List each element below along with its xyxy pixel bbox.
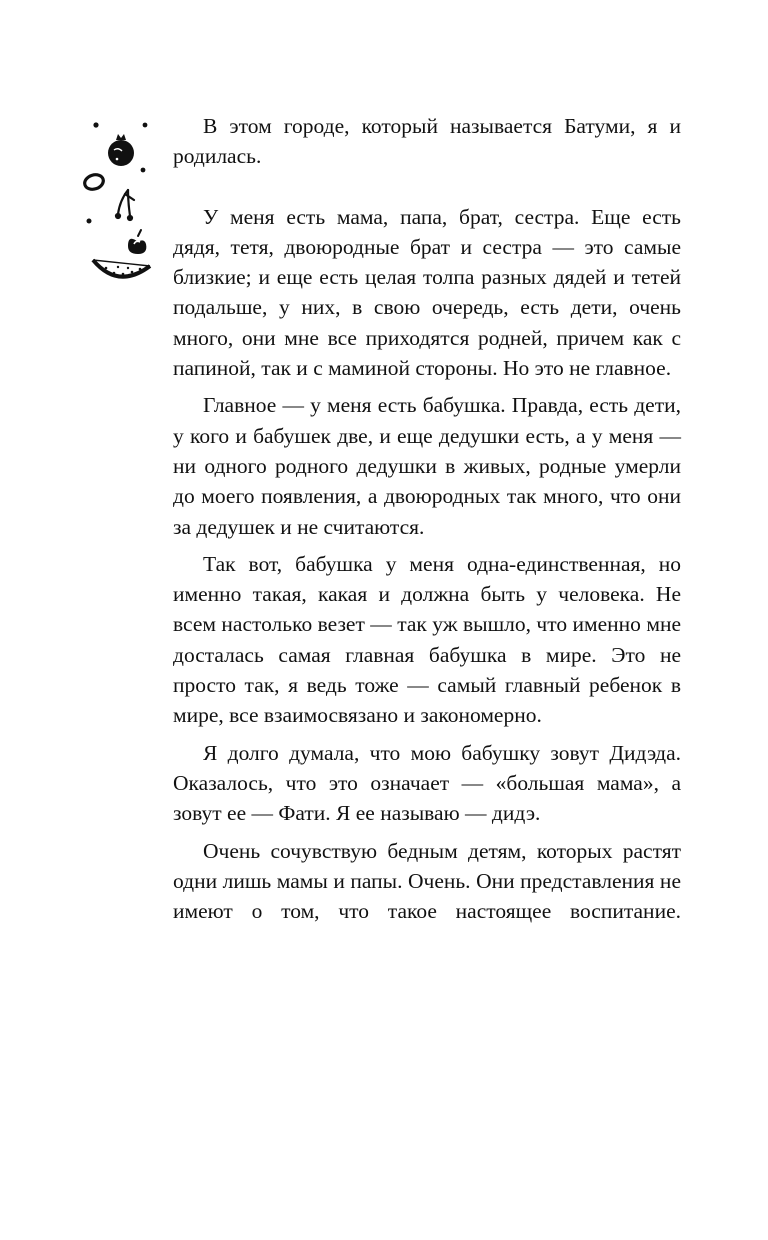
fruit-ornament — [78, 110, 158, 300]
paragraph: Главное — у меня есть бабушка. Правда, есть дети, у кого и бабушек две, и еще дедушки есть, а у меня — ни одного родного дедушки в живых, родные умерли до моего появления, а двоюродных так много, что они за дедушек и не считаются. — [173, 393, 681, 539]
paragraph: Так вот, бабушка у меня одна-единственная, но именно такая, какая и должна быть у человека. Не всем настолько везет — так уж вышло, что именно мне досталась самая главная бабушка в мире. Это не просто так, я ведь тоже — самый главный ребенок в мире, все взаимосвязано и закономерно. — [173, 551, 681, 728]
watermelon-slice-icon — [93, 260, 150, 277]
pear-icon — [128, 230, 146, 254]
body-text — [173, 111, 681, 926]
pomegranate-icon — [108, 134, 134, 166]
paragraph: В этом городе, который называется Батуми, я и родилась. — [173, 114, 681, 169]
paragraph: Я долго думала, что мою бабушку зовут Дидэда. Оказалось, что это означает — «большая мама», а зовут ее — Фати. Я ее называю — дидэ. — [173, 740, 681, 826]
plum-icon — [83, 172, 105, 191]
cherries-icon — [116, 190, 134, 220]
paragraph: Очень сочувствую бедным детям, которых растят одни лишь мамы и папы. Очень. Они представления не имеют о том, что такое настоящее воспитание. — [173, 838, 681, 924]
paragraph: У меня есть мама, папа, брат, сестра. Еще есть дядя, тетя, двоюродные брат и сестра — это самые близкие; и еще есть целая толпа разных дядей и тетей подальше, у них, в свою очередь, есть дети, очень много, они мне все приходятся родней, причем как с папиной, так и с маминой стороны. Но это не главное. — [173, 204, 681, 381]
